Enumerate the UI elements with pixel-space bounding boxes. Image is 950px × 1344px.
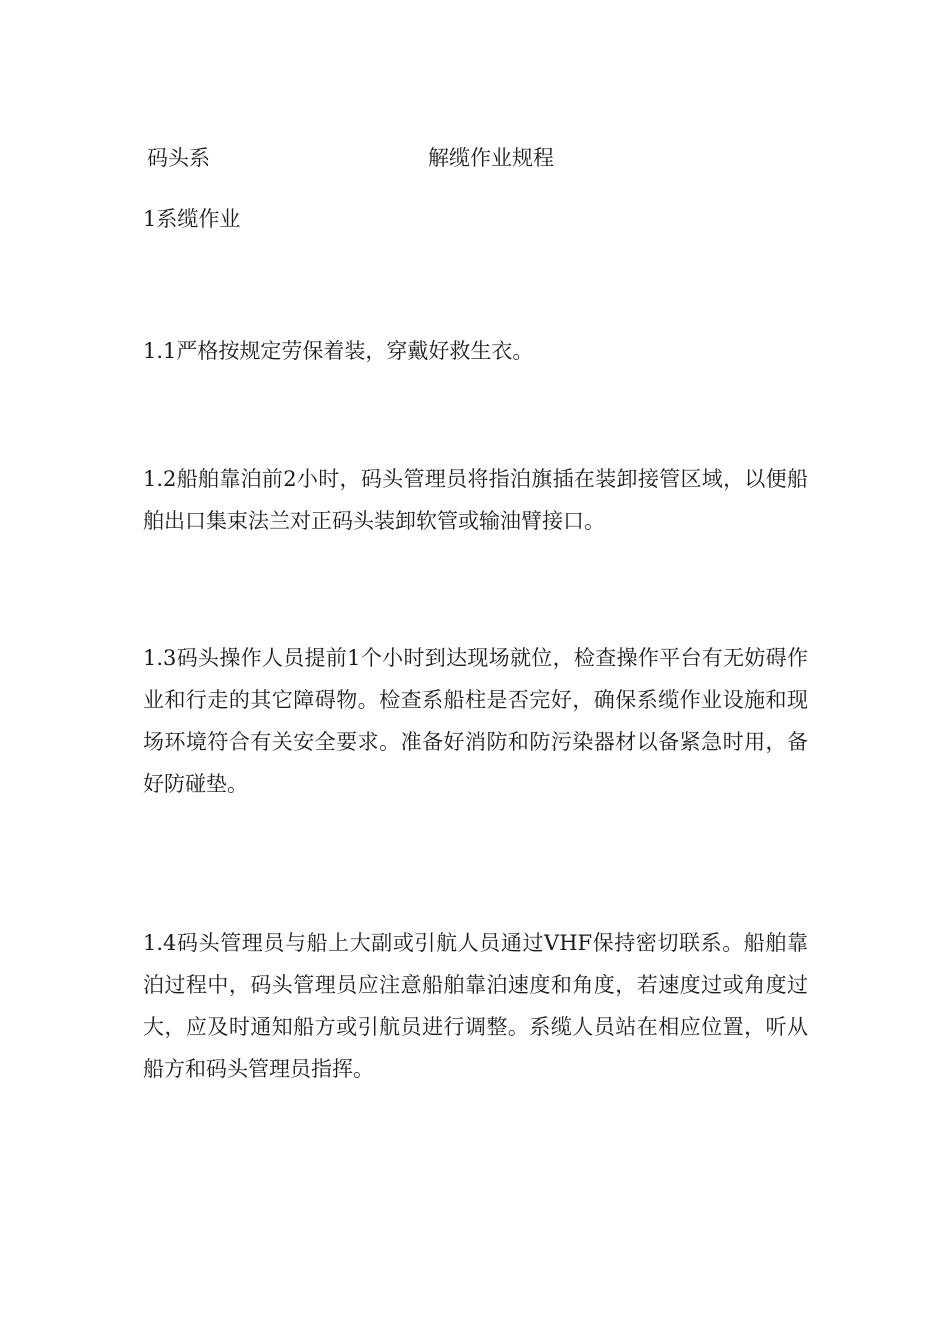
paragraph-1-2: 1.2船舶靠泊前2小时，码头管理员将指泊旗插在装卸接管区域，以便船舶出口集束法兰对正码头装卸软管或输油臂接口。	[143, 467, 808, 533]
paragraph-1-1: 1.1严格按规定劳保着装，穿戴好救生衣。	[143, 339, 534, 363]
paragraph-1-3: 1.3码头操作人员提前1个小时到达现场就位，检查操作平台有无妨碍作业和行走的其它障碍物。检查系船柱是否完好，确保系缆作业设施和现场环境符合有关安全要求。准备好消防和防污染器材以备紧急时用，备好防碰垫。	[143, 646, 808, 796]
document-title-left: 码头系	[147, 146, 210, 170]
document-title-right: 解缆作业规程	[428, 146, 554, 170]
paragraph-1-4: 1.4码头管理员与船上大副或引航人员通过VHF保持密切联系。船舶靠泊过程中，码头管理员应注意船舶靠泊速度和角度，若速度过或角度过大，应及时通知船方或引航员进行调整。系缆人员站在相应位置，听从船方和码头管理员指挥。	[143, 931, 808, 1081]
section-heading: 1系缆作业	[143, 207, 241, 231]
